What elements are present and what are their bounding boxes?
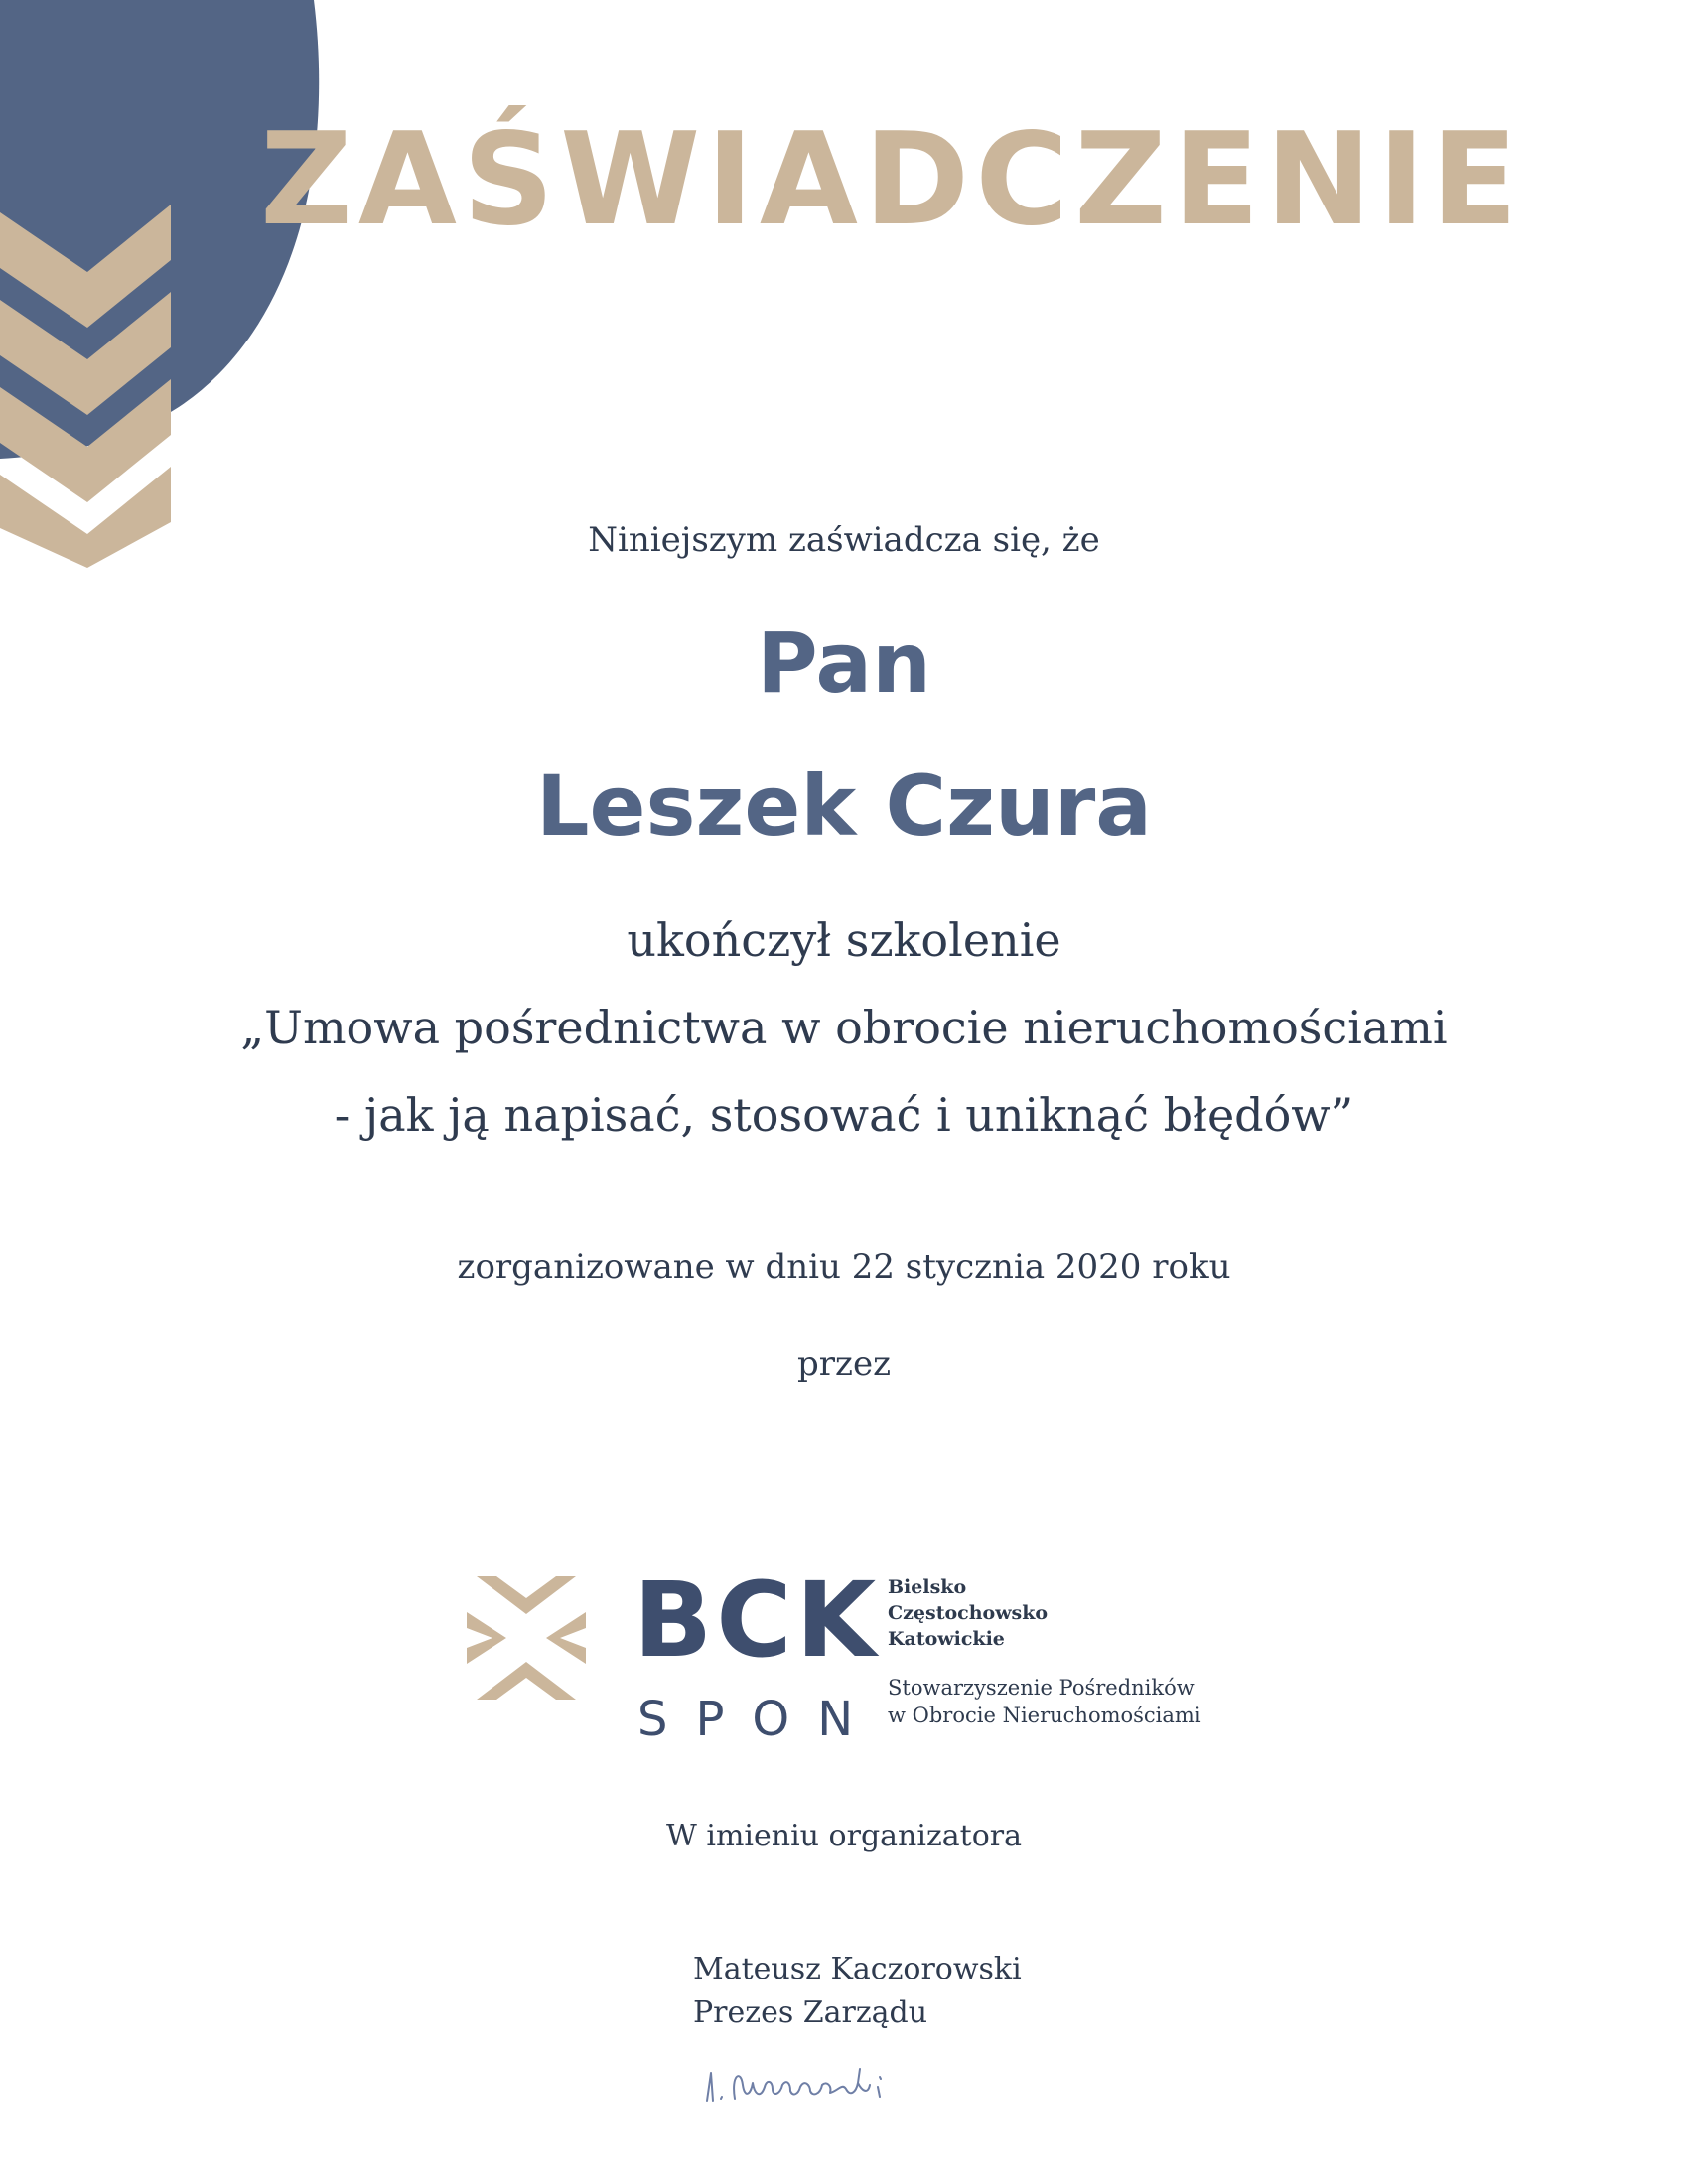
region-line-1: Bielsko (888, 1576, 967, 1598)
logo-spon-text: SPON (637, 1692, 882, 1747)
region-line-2: Częstochowsko (888, 1602, 1049, 1624)
logo-mark-icon (467, 1569, 586, 1707)
course-title-line-1: „Umowa pośrednictwa w obrocie nieruchomościami (240, 1001, 1448, 1054)
logo-bck-text: BCK (633, 1560, 881, 1681)
completed-text: ukończył szkolenie (627, 913, 1061, 967)
logo-side-text (888, 1574, 1201, 1729)
association-line-2: w Obrocie Nieruchomościami (888, 1704, 1201, 1727)
association-line-1: Stowarzyszenie Pośredników (888, 1676, 1195, 1700)
organizer-logo (467, 1560, 1221, 1767)
signer-role: Prezes Zarządu (693, 1995, 928, 2030)
recipient-name: Leszek Czura (536, 757, 1152, 855)
corner-decoration (0, 0, 338, 576)
handwritten-signature (701, 2055, 919, 2115)
intro-text: Niniejszym zaświadcza się, że (588, 520, 1100, 560)
by-text: przez (797, 1344, 891, 1384)
signer-name: Mateusz Kaczorowski (693, 1952, 1022, 1986)
recipient-salutation: Pan (757, 614, 931, 712)
signer-block (693, 1948, 1022, 2035)
event-date: zorganizowane w dniu 22 stycznia 2020 roku (457, 1247, 1231, 1287)
certificate-title: ZAŚWIADCZENIE (260, 106, 1524, 254)
course-title-line-2: - jak ją napisać, stosować i uniknąć błędów” (334, 1088, 1354, 1142)
on-behalf-text: W imieniu organizatora (666, 1819, 1022, 1853)
region-line-3: Katowickie (888, 1628, 1005, 1650)
